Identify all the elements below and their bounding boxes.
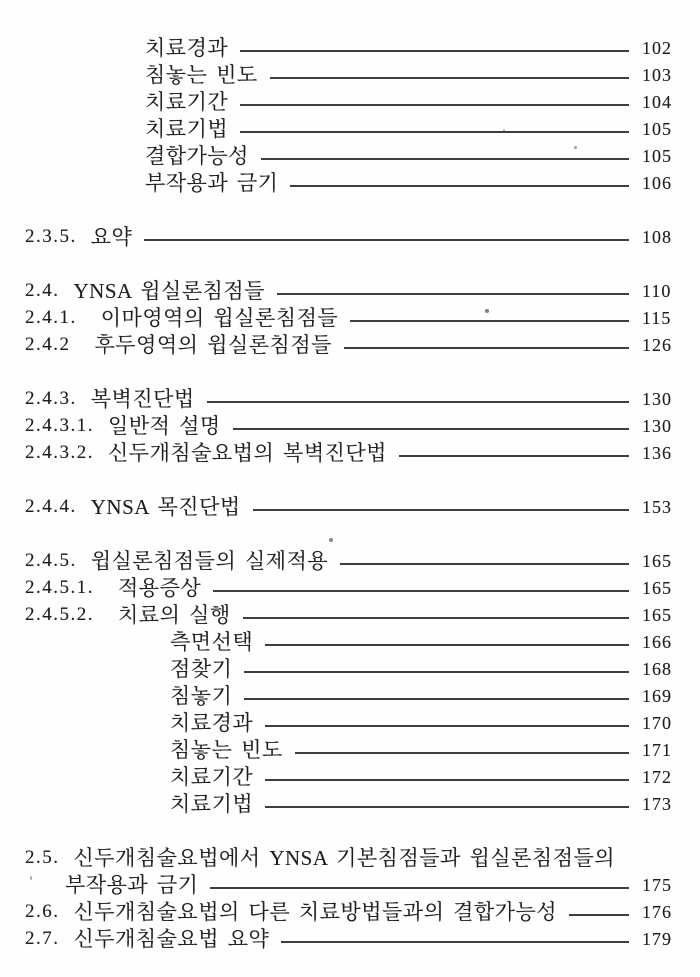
toc-entry-page: 171 bbox=[642, 740, 672, 760]
toc-entry-label: 침놓기 bbox=[170, 684, 233, 708]
toc-leader-line bbox=[244, 685, 629, 700]
toc-leader-line bbox=[290, 172, 629, 187]
toc-entry-number: 2.7. bbox=[25, 928, 60, 949]
toc-entry-label: 치료기법 bbox=[170, 792, 254, 816]
toc-entry-label: 신두개침술요법의 다른 치료방법들과의 결합가능성 bbox=[73, 900, 558, 924]
toc-entry-page: 175 bbox=[642, 875, 672, 895]
toc-entry-label: 이마영역의 윕실론침점들 bbox=[100, 306, 339, 330]
toc-entry bbox=[0, 847, 674, 869]
scan-speck bbox=[485, 309, 489, 313]
toc-entry bbox=[0, 226, 674, 248]
toc-entry-number: 2.4.5. bbox=[25, 550, 77, 571]
toc-entry-page: 170 bbox=[642, 713, 672, 733]
toc-entry bbox=[0, 442, 674, 464]
toc-entry-label: 적용증상 bbox=[118, 576, 202, 600]
toc-entry-label: 일반적 설명 bbox=[108, 414, 221, 438]
toc-entry-page: 105 bbox=[642, 146, 672, 166]
toc-entry bbox=[0, 874, 674, 896]
toc-entry-page: 104 bbox=[642, 92, 672, 112]
toc-entry-page: 115 bbox=[642, 308, 672, 328]
toc-entry-label: 측면선택 bbox=[170, 630, 254, 654]
toc-entry-page: 103 bbox=[642, 65, 672, 85]
toc-leader-line bbox=[243, 604, 629, 619]
toc-entry bbox=[0, 91, 674, 113]
toc-entry bbox=[0, 280, 674, 302]
toc-entry-page: 179 bbox=[642, 929, 672, 949]
toc-leader-line bbox=[210, 874, 629, 889]
toc-entry-page: 105 bbox=[642, 119, 672, 139]
toc-entry bbox=[0, 496, 674, 518]
toc-entry bbox=[0, 658, 674, 680]
toc-entry-label: 신두개침술요법에서 YNSA 기본침점들과 윕실론침점들의 bbox=[73, 846, 616, 870]
scan-speck bbox=[503, 129, 505, 131]
toc-entry-label: 부작용과 금기 bbox=[145, 171, 279, 195]
toc-leader-line bbox=[240, 37, 629, 52]
toc-entry bbox=[0, 334, 674, 356]
toc-leader-line bbox=[295, 739, 629, 754]
toc-leader-line bbox=[207, 388, 629, 403]
toc-entry bbox=[0, 550, 674, 572]
toc-leader-line bbox=[399, 442, 629, 457]
toc-entry-page: 166 bbox=[642, 632, 672, 652]
toc-entry-number: 2.4. bbox=[25, 280, 60, 301]
toc-entry bbox=[0, 766, 674, 788]
toc-entry bbox=[0, 901, 674, 923]
toc-entry-label: 치료기간 bbox=[170, 765, 254, 789]
toc-leader-line bbox=[213, 577, 629, 592]
toc-leader-line bbox=[344, 334, 629, 349]
toc-entry-page: 106 bbox=[642, 173, 672, 193]
toc-entry bbox=[0, 739, 674, 761]
toc-entry-number: 2.4.1. bbox=[25, 307, 77, 328]
toc-entry-page: 130 bbox=[642, 389, 672, 409]
toc-entry-label: 치료경과 bbox=[145, 36, 229, 60]
toc-entry-page: 136 bbox=[642, 443, 672, 463]
toc-entry-page: 176 bbox=[642, 902, 672, 922]
toc-entry bbox=[0, 793, 674, 815]
toc-entry-label: 치료경과 bbox=[170, 711, 254, 735]
toc-leader-line bbox=[233, 415, 629, 430]
toc-entry-page: 102 bbox=[642, 38, 672, 58]
toc-entry-label: YNSA 윕실론침점들 bbox=[73, 279, 265, 303]
toc-entry-label: 복벽진단법 bbox=[90, 387, 195, 411]
toc-entry bbox=[0, 118, 674, 140]
toc-entry-page: 169 bbox=[642, 686, 672, 706]
toc-entry bbox=[0, 64, 674, 86]
toc-leader-line bbox=[281, 928, 629, 943]
toc-entry-page: 126 bbox=[642, 335, 672, 355]
toc-leader-line bbox=[244, 658, 629, 673]
toc-leader-line bbox=[277, 280, 629, 295]
toc-entry-label: 신두개침술요법의 복벽진단법 bbox=[108, 441, 387, 465]
toc-leader-line bbox=[240, 118, 629, 133]
toc-entry-number: 2.4.2 bbox=[25, 334, 71, 355]
toc-entry-label: 요약 bbox=[90, 225, 133, 249]
toc-entry-number: 2.3.5. bbox=[25, 226, 77, 247]
toc-entry-page: 165 bbox=[642, 551, 672, 571]
toc-leader-line bbox=[569, 901, 629, 916]
scan-speck bbox=[329, 538, 333, 542]
toc-entry bbox=[0, 415, 674, 437]
toc-leader-line bbox=[340, 550, 629, 565]
toc-entry-label: 후두영역의 윕실론침점들 bbox=[94, 333, 332, 357]
toc-entry-label: 침놓는 빈도 bbox=[170, 738, 283, 762]
toc-entry-label: 치료기간 bbox=[145, 90, 229, 114]
toc-entry-label: 결합가능성 bbox=[145, 144, 249, 168]
toc-entry-label: 치료의 실행 bbox=[118, 603, 231, 627]
toc-entry-page: 110 bbox=[642, 281, 672, 301]
toc-leader-line bbox=[253, 496, 629, 511]
toc-entry-label: 신두개침술요법 요약 bbox=[73, 927, 270, 951]
toc-entry-number: 2.5. bbox=[25, 847, 60, 868]
toc-leader-line bbox=[350, 307, 629, 322]
toc-leader-line bbox=[144, 226, 629, 241]
toc-entry-page: 165 bbox=[642, 605, 672, 625]
toc-entry-number: 2.6. bbox=[25, 901, 60, 922]
toc-leader-line bbox=[270, 64, 629, 79]
toc-entry-page: 168 bbox=[642, 659, 672, 679]
toc-entry-number: 2.4.3.1. bbox=[25, 415, 94, 436]
toc-leader-line bbox=[265, 631, 629, 646]
toc-entry-label: 점찾기 bbox=[170, 657, 233, 681]
toc-entry-page: 130 bbox=[642, 416, 672, 436]
toc-list bbox=[0, 37, 674, 950]
toc-entry bbox=[0, 577, 674, 599]
scan-speck bbox=[623, 455, 625, 457]
toc-entry-label: 윕실론침점들의 실제적용 bbox=[90, 549, 329, 573]
toc-entry-page: 173 bbox=[642, 794, 672, 814]
toc-entry bbox=[0, 307, 674, 329]
toc-entry-number: 2.4.3. bbox=[25, 388, 77, 409]
toc-entry-number: 2.4.4. bbox=[25, 496, 77, 517]
toc-leader-line bbox=[265, 712, 629, 727]
toc-entry-page: 153 bbox=[642, 497, 672, 517]
toc-entry-label: 치료기법 bbox=[145, 117, 229, 141]
toc-entry bbox=[0, 712, 674, 734]
toc-leader-line bbox=[240, 91, 629, 106]
toc-entry-number: 2.4.3.2. bbox=[25, 442, 94, 463]
toc-entry bbox=[0, 928, 674, 950]
toc-entry-page: 165 bbox=[642, 578, 672, 598]
toc-entry bbox=[0, 685, 674, 707]
toc-entry-page: 172 bbox=[642, 767, 672, 787]
toc-entry-label: 부작용과 금기 bbox=[65, 873, 199, 897]
toc-entry bbox=[0, 37, 674, 59]
toc-entry bbox=[0, 604, 674, 626]
toc-entry bbox=[0, 145, 674, 167]
toc-entry bbox=[0, 172, 674, 194]
toc-entry-number: 2.4.5.2. bbox=[25, 604, 94, 625]
scan-speck bbox=[574, 146, 577, 149]
toc-entry bbox=[0, 631, 674, 653]
scan-speck bbox=[30, 876, 32, 880]
toc-entry-number: 2.4.5.1. bbox=[25, 577, 94, 598]
toc-leader-line bbox=[265, 793, 629, 808]
toc-entry bbox=[0, 388, 674, 410]
toc-entry-page: 108 bbox=[642, 227, 672, 247]
toc-entry-label: 침놓는 빈도 bbox=[145, 63, 258, 87]
toc-entry-label: YNSA 목진단법 bbox=[90, 495, 241, 519]
toc-leader-line bbox=[265, 766, 629, 781]
